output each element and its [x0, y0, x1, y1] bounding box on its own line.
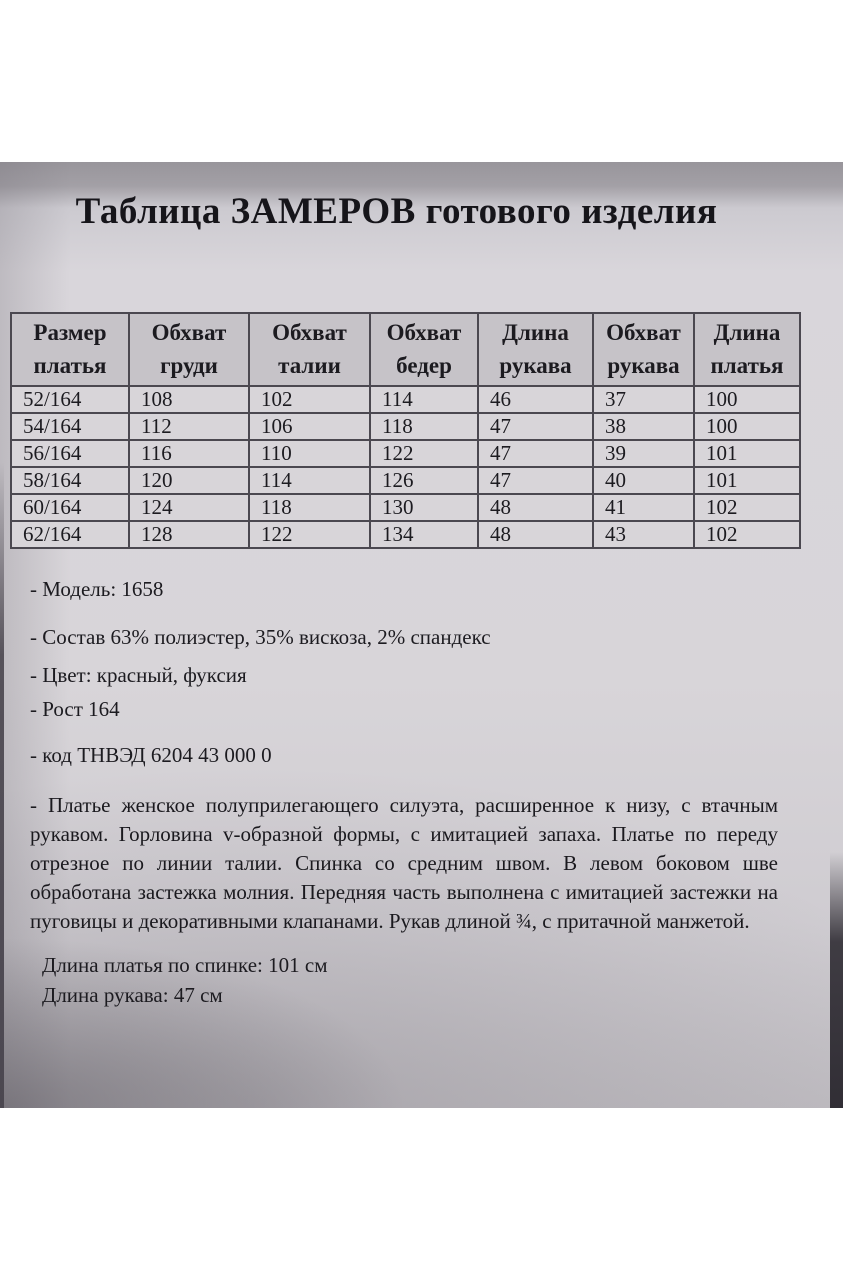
table-cell: 116 — [129, 440, 249, 467]
table-cell: 101 — [694, 440, 800, 467]
table-cell: 112 — [129, 413, 249, 440]
measurements-table — [10, 312, 801, 549]
table-cell: 47 — [478, 440, 593, 467]
table-cell: 114 — [370, 386, 478, 413]
table-cell: 102 — [694, 494, 800, 521]
detail-line: - код ТНВЭД 6204 43 000 0 — [30, 743, 272, 767]
header-cell: Обхват талии — [249, 313, 370, 386]
table-cell: 126 — [370, 467, 478, 494]
measurement-line: Длина платья по спинке: 101 см — [42, 953, 328, 977]
table-row — [11, 413, 800, 440]
header-cell: Обхват рукава — [593, 313, 694, 386]
measurement-line: Длина рукава: 47 см — [42, 983, 223, 1007]
detail-line: - Цвет: красный, фуксия — [30, 663, 247, 687]
table-row — [11, 494, 800, 521]
table-cell: 122 — [370, 440, 478, 467]
detail-line: - Модель: 1658 — [30, 577, 164, 601]
table-row — [11, 521, 800, 548]
table-cell: 102 — [694, 521, 800, 548]
header-cell: Обхват груди — [129, 313, 249, 386]
table-cell: 39 — [593, 440, 694, 467]
table-cell: 58/164 — [11, 467, 129, 494]
table-cell: 100 — [694, 386, 800, 413]
header-cell: Длина рукава — [478, 313, 593, 386]
table-cell: 114 — [249, 467, 370, 494]
table-cell: 41 — [593, 494, 694, 521]
table-cell: 122 — [249, 521, 370, 548]
table-cell: 52/164 — [11, 386, 129, 413]
table-cell: 120 — [129, 467, 249, 494]
detail-line: - Состав 63% полиэстер, 35% вискоза, 2% спандекс — [30, 625, 491, 649]
table-row — [11, 440, 800, 467]
header-cell: Размер платья — [11, 313, 129, 386]
table-cell: 134 — [370, 521, 478, 548]
table-cell: 54/164 — [11, 413, 129, 440]
table-cell: 118 — [249, 494, 370, 521]
table-cell: 124 — [129, 494, 249, 521]
table-cell: 47 — [478, 413, 593, 440]
product-details — [30, 578, 491, 766]
table-cell: 100 — [694, 413, 800, 440]
table-cell: 62/164 — [11, 521, 129, 548]
page-title: Таблица ЗАМЕРОВ готового изделия — [75, 191, 718, 232]
table-cell: 37 — [593, 386, 694, 413]
table-cell: 48 — [478, 521, 593, 548]
detail-line: - Рост 164 — [30, 697, 120, 721]
header-cell: Длина платья — [694, 313, 800, 386]
table-cell: 43 — [593, 521, 694, 548]
document-photo — [0, 162, 843, 1108]
table-cell: 128 — [129, 521, 249, 548]
table-cell: 38 — [593, 413, 694, 440]
garment-measurements — [42, 950, 327, 1010]
product-description: - Платье женское полуприлегающего силуэта, расширенное к низу, с втачным рукавом. Горловина v-образной формы, с имитацией запаха. Платье по переду отрезное по линии талии. Спинка со средним швом. В левом боковом шве обработана застежка молния. Передняя часть выполнена с имитацией застежки на пуговицы и декоративными клапанами. Рукав длиной ¾, с притачной манжетой. — [30, 793, 778, 933]
table-row — [11, 467, 800, 494]
table-cell: 101 — [694, 467, 800, 494]
table-cell: 48 — [478, 494, 593, 521]
table-cell: 46 — [478, 386, 593, 413]
table-cell: 60/164 — [11, 494, 129, 521]
table-cell: 47 — [478, 467, 593, 494]
table-cell: 40 — [593, 467, 694, 494]
header-cell: Обхват бедер — [370, 313, 478, 386]
table-cell: 110 — [249, 440, 370, 467]
table-cell: 106 — [249, 413, 370, 440]
table-cell: 102 — [249, 386, 370, 413]
table-cell: 118 — [370, 413, 478, 440]
table-cell: 56/164 — [11, 440, 129, 467]
table-row — [11, 386, 800, 413]
table-body — [11, 386, 800, 548]
table-cell: 130 — [370, 494, 478, 521]
table-header-row — [11, 313, 800, 386]
table-cell: 108 — [129, 386, 249, 413]
